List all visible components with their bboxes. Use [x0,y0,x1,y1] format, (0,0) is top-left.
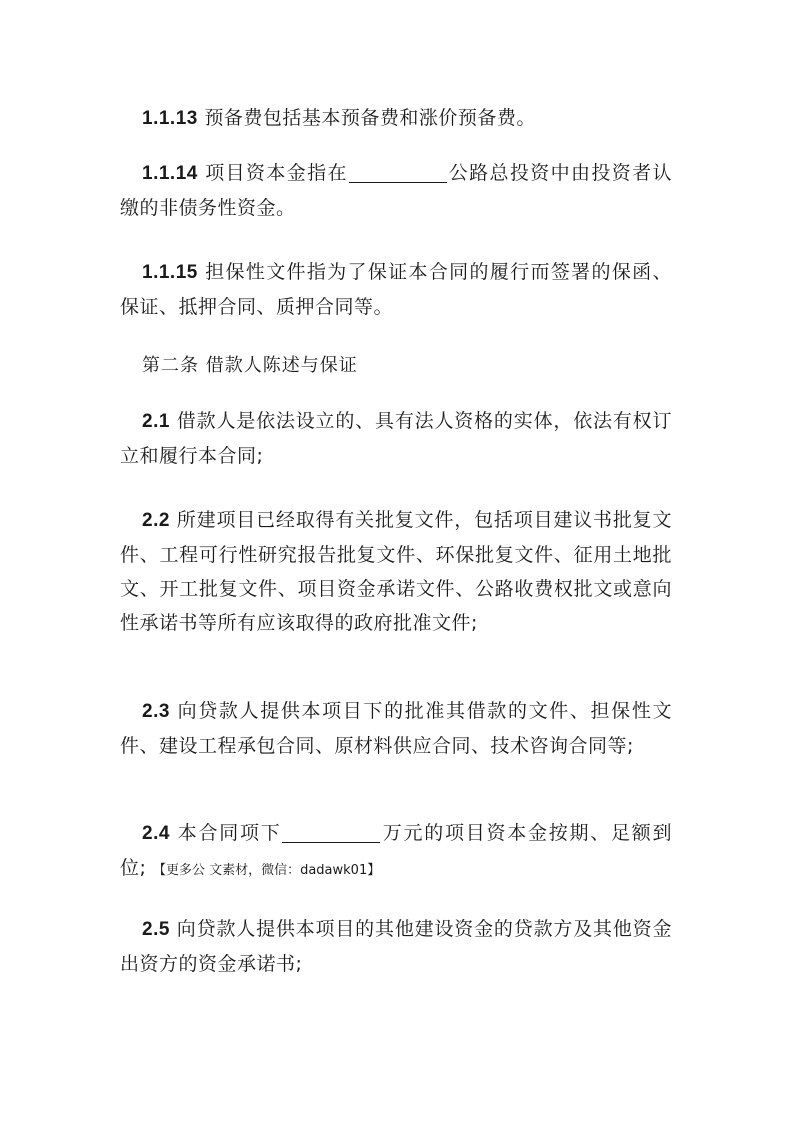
clause-text: 项目资本金指在 [205,162,348,184]
clause-number: 2.4 [142,823,170,844]
clause-1-1-14 [120,156,672,225]
clause-2-3 [120,694,672,763]
clause-text: 担保性文件指为了保证本合同的履行而签署的保函、保证、抵押合同、质押合同等。 [120,261,672,318]
clause-2-2 [120,503,672,640]
clause-number: 2.3 [142,701,170,722]
watermark-note: 【更多公 文素材，微信：dadawk01】 [152,863,381,878]
clause-number: 2.5 [142,919,170,940]
clause-text: 向贷款人提供本项目的其他建设资金的贷款方及其他资金出资方的资金承诺书; [120,918,672,975]
clause-number: 1.1.15 [142,262,198,283]
fill-in-blank [349,160,447,183]
clause-1-1-15 [120,255,672,324]
clause-number: 2.1 [142,411,170,432]
clause-number: 1.1.13 [142,108,198,129]
clause-text: 借款人是依法设立的、具有法人资格的实体，依法有权订立和履行本合同; [120,410,672,467]
clause-2-1 [120,404,672,473]
clause-text: 公路总投资中由投资者认缴的非债务性资金。 [120,162,672,219]
clause-2-4 [120,816,672,888]
clause-text: 预备费包括基本预备费和涨价预备费。 [204,107,536,129]
clause-text: 向贷款人提供本项目下的批准其借款的文件、担保性文件、建设工程承包合同、原材料供应合同、技术咨询合同等; [120,700,672,757]
clause-2-5 [120,912,672,981]
clause-text: 本合同项下 [177,822,282,844]
article-heading: 第二条 借款人陈述与保证 [142,355,358,376]
clause-text: 所建项目已经取得有关批复文件，包括项目建议书批复文件、工程可行性研究报告批复文件、环保批复文件、征用土地批文、开工批复文件、项目资金承诺文件、公路收费权批文或意向性承诺书等所有应该取得的政府批准文件; [120,509,672,634]
clause-1-1-13 [120,101,672,136]
fill-in-blank [282,820,380,843]
clause-number: 2.2 [142,510,170,531]
clause-text: 万元的项目资本金按期、足额到位; [120,822,672,879]
clause-number: 1.1.14 [142,163,198,184]
